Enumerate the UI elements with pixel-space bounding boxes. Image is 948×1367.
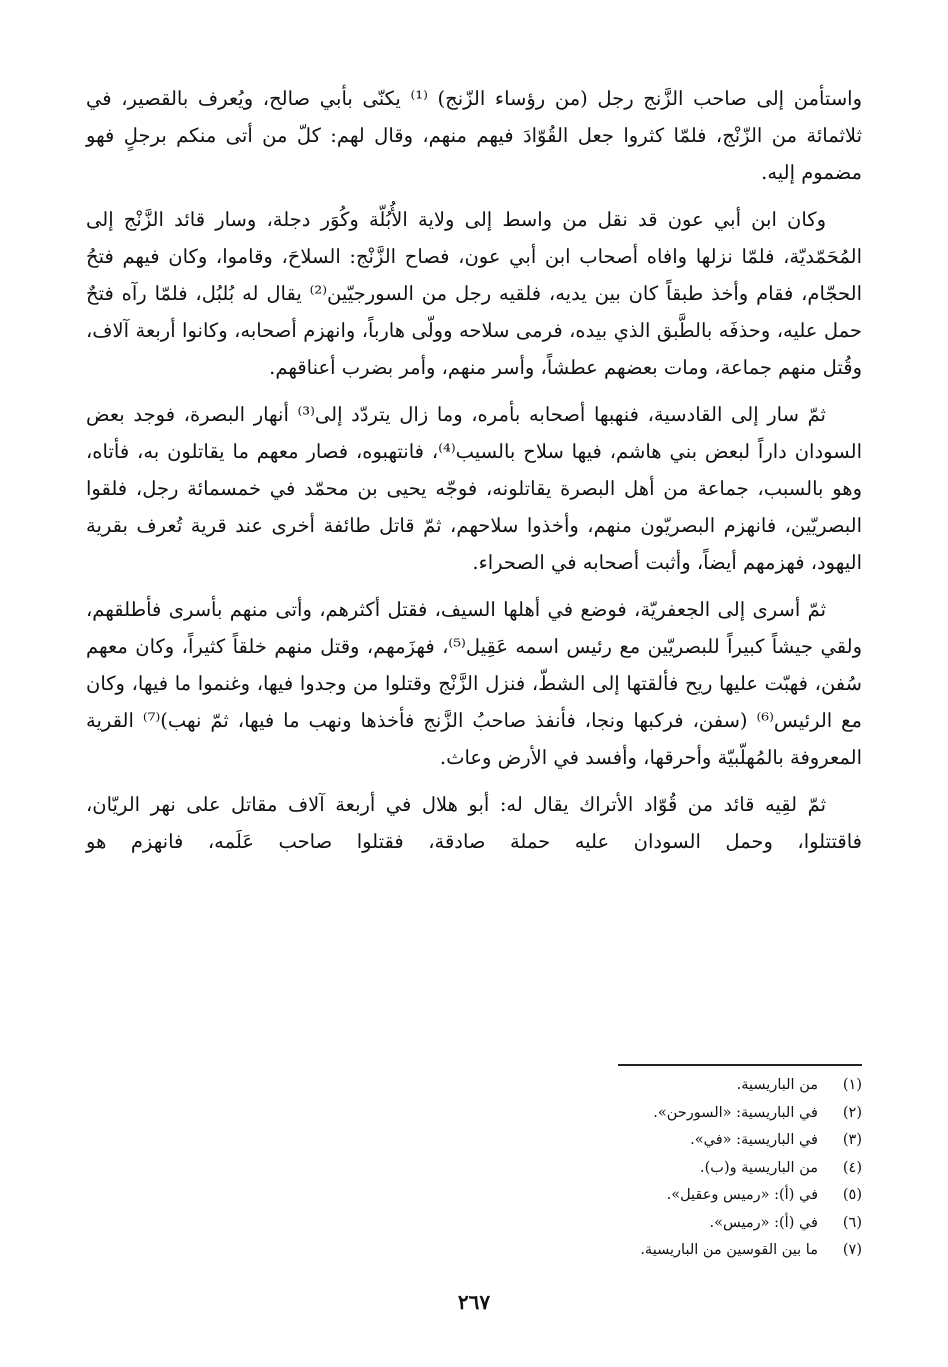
paragraph-3: ثمّ سار إلى القادسية، فنهبها أصحابه بأمره، وما زال يتردّد إلى⁽³⁾ أنهار البصرة، فوجد بعض السودان داراً لبعض بني هاشم، فيها سلاح بالسيب⁽⁴⁾، فانتهبوه، فصار معهم ما يقاتلون به، فأتاه، وهو بالسبب، جماعة من أهل البصرة يقاتلونه، فوجّه يحيى بن محمّد في خمسمائة رجل، فلقوا البصريّين، فانهزم البصريّون منهم، وأخذوا سلاحهم، ثمّ قاتل طائفة أخرى عند قرية تُعرف بقرية اليهود، فهزمهم أيضاً، وأثبت أصحابه في الصحراء.	[86, 403, 862, 574]
page-number: ٢٦٧	[457, 1290, 491, 1314]
footnote-text: ما بين القوسين من الباريسية.	[640, 1242, 818, 1258]
footnotes-list	[342, 1072, 862, 1265]
footnote-number: (٦)	[842, 1214, 862, 1231]
footnote-number: (٣)	[842, 1132, 862, 1148]
paragraph-5: ثمّ لقِيه قائد من قُوّاد الأتراك يقال له: أبو هلال في أربعة آلاف مقاتل على نهر الريّان، فاقتتلوا، وحمل السودان عليه حملة صادقة، فقتلوا صاحب عَلَمه، فانهزم هو	[86, 793, 862, 853]
main-text	[86, 80, 862, 870]
footnote-text: من الباريسية و(ب).	[700, 1159, 818, 1176]
footnote-text: من الباريسية.	[736, 1077, 818, 1093]
paragraph-4: ثمّ أسرى إلى الجعفريّة، فوضع في أهلها السيف، فقتل أكثرهم، وأتى منهم بأسرى فأطلقهم، ولقي جيشاً كبيراً للبصريّين مع رئيس اسمه عَقِيل⁽⁵⁾، فهزَمهم، وقتل منهم خلقاً كثيراً، وكان معهم سُفن، فهبّت عليها ريح فألقتها إلى الشطّ، فنزل الزَّنْج وقتلوا من وجدوا فيها، وغنموا ما فيها، وكان مع الرئيس⁽⁶⁾ (سفن، فركبها ونجا، فأنفذ صاحبُ الزَّنج فأخذها ونهب ما فيها، ثمّ نهب)⁽⁷⁾ القرية المعروفة بالمُهلّبيّة وأحرقها، وأفسد في الأرض وعاث.	[86, 598, 863, 769]
footnote-5	[342, 1182, 862, 1210]
footnote-number: (٢)	[842, 1104, 862, 1121]
footnote-number: (٤)	[842, 1159, 862, 1176]
footnote-number: (٥)	[842, 1187, 862, 1203]
footnote-7	[342, 1237, 862, 1265]
footnote-1	[342, 1072, 862, 1100]
footnote-text: في (أ): «رميس».	[709, 1214, 818, 1231]
footnote-text: في (أ): «رميس وعقيل».	[666, 1187, 818, 1203]
paragraph-1: واستأمن إلى صاحب الزَّنج رجل (من رؤساء الزّنج) ⁽¹⁾ يكنّى بأبي صالح، ويُعرف بالقصير، في ثلاثمائة من الزّنْج، فلمّا كثروا جعل القُوّادَ فيهم منهم، وقال لهم: كلّ من أتى منكم برجلٍ فهو مضموم إليه.	[86, 87, 862, 184]
footnote-6	[342, 1210, 862, 1238]
footnote-text: في الباريسية: «السورحن».	[653, 1104, 818, 1121]
footnote-number: (١)	[842, 1077, 862, 1093]
footnote-divider	[618, 1064, 862, 1066]
footnote-number: (٧)	[842, 1242, 862, 1258]
footnote-2	[342, 1100, 862, 1128]
footnote-text: في الباريسية: «في».	[690, 1132, 818, 1148]
footnote-3	[342, 1127, 862, 1155]
footnote-4	[342, 1155, 862, 1183]
paragraph-2: وكان ابن أبي عون قد نقل من واسط إلى ولاية الأُبُلّة وكُوَر دجلة، وسار قائد الزَّنْج إلى المُحَمّديّة، فلمّا نزلها وافاه أصحاب ابن أبي عون، فصاح الزَّنْج: السلاحَ، وقاموا، وكان فيهم فتحُ الحجّام، فقام وأخذ طبقاً كان بين يديه، فلقيه رجل من السورجيّين⁽²⁾ يقال له بُلبُل، فلمّا رآه فتحٌ حمل عليه، وحذفَه بالطَّبق الذي بيده، فرمى سلاحه وولّى هارباً، وانهزم أصحابه، وكانوا أربعة آلاف، وقُتل منهم جماعة، ومات بعضهم عطشاً، وأسر منهم، وأمر بضرب أعناقهم.	[86, 208, 862, 379]
